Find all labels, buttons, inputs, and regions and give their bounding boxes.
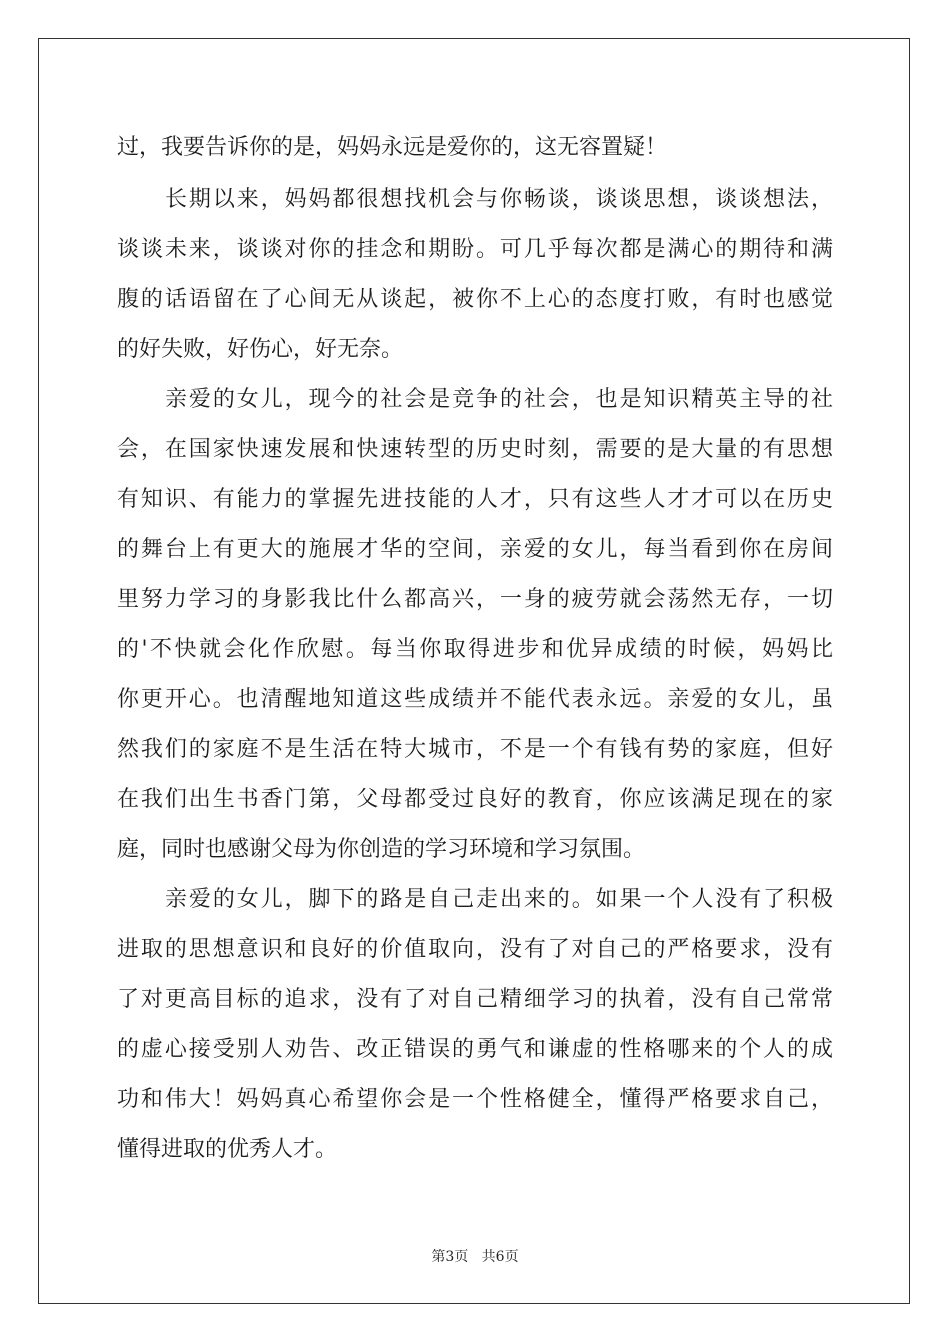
text-line: 庭，同时也感谢父母为你创造的学习环境和学习氛围。 (117, 837, 646, 862)
text-line: 你更开心。也清醒地知道这些成绩并不能代表永远。亲爱的女儿，虽 (117, 687, 833, 712)
text-line: 里努力学习的身影我比什么都高兴，一身的疲劳就会荡然无存，一切 (117, 587, 833, 612)
paragraph-first-line: 亲爱的女儿，现今的社会是竞争的社会，也是知识精英主导的社 (165, 387, 833, 412)
text-line: 的舞台上有更大的施展才华的空间，亲爱的女儿，每当看到你在房间 (117, 537, 833, 562)
text-line: 的好失败，好伤心，好无奈。 (117, 337, 404, 362)
text-line: 然我们的家庭不是生活在特大城市，不是一个有钱有势的家庭，但好 (117, 737, 833, 762)
text-line: 的'不快就会化作欣慰。每当你取得进步和优异成绩的时候，妈妈比 (117, 637, 833, 662)
paragraph-first-line: 长期以来，妈妈都很想找机会与你畅谈，谈谈思想，谈谈想法， (165, 187, 833, 212)
text-line: 过，我要告诉你的是，妈妈永远是爱你的，这无容置疑！ (117, 135, 668, 160)
text-line: 腹的话语留在了心间无从谈起，被你不上心的态度打败，有时也感觉 (117, 287, 833, 312)
text-line: 有知识、有能力的掌握先进技能的人才，只有这些人才才可以在历史 (117, 487, 833, 512)
text-line: 进取的思想意识和良好的价值取向，没有了对自己的严格要求，没有 (117, 937, 833, 962)
text-line: 了对更高目标的追求，没有了对自己精细学习的执着，没有自己常常 (117, 987, 833, 1012)
page-number-footer: 第3页 共6页 (431, 1249, 519, 1265)
text-line: 谈谈未来，谈谈对你的挂念和期盼。可几乎每次都是满心的期待和满 (117, 237, 833, 262)
text-line: 在我们出生书香门第，父母都受过良好的教育，你应该满足现在的家 (117, 787, 833, 812)
text-line: 懂得进取的优秀人才。 (117, 1137, 338, 1162)
text-line: 的虚心接受别人劝告、改正错误的勇气和谦虚的性格哪来的个人的成 (117, 1037, 833, 1062)
text-line: 功和伟大！妈妈真心希望你会是一个性格健全，懂得严格要求自己， (117, 1087, 833, 1112)
paragraph-first-line: 亲爱的女儿，脚下的路是自己走出来的。如果一个人没有了积极 (165, 887, 833, 912)
text-line: 会，在国家快速发展和快速转型的历史时刻，需要的是大量的有思想 (117, 437, 833, 462)
